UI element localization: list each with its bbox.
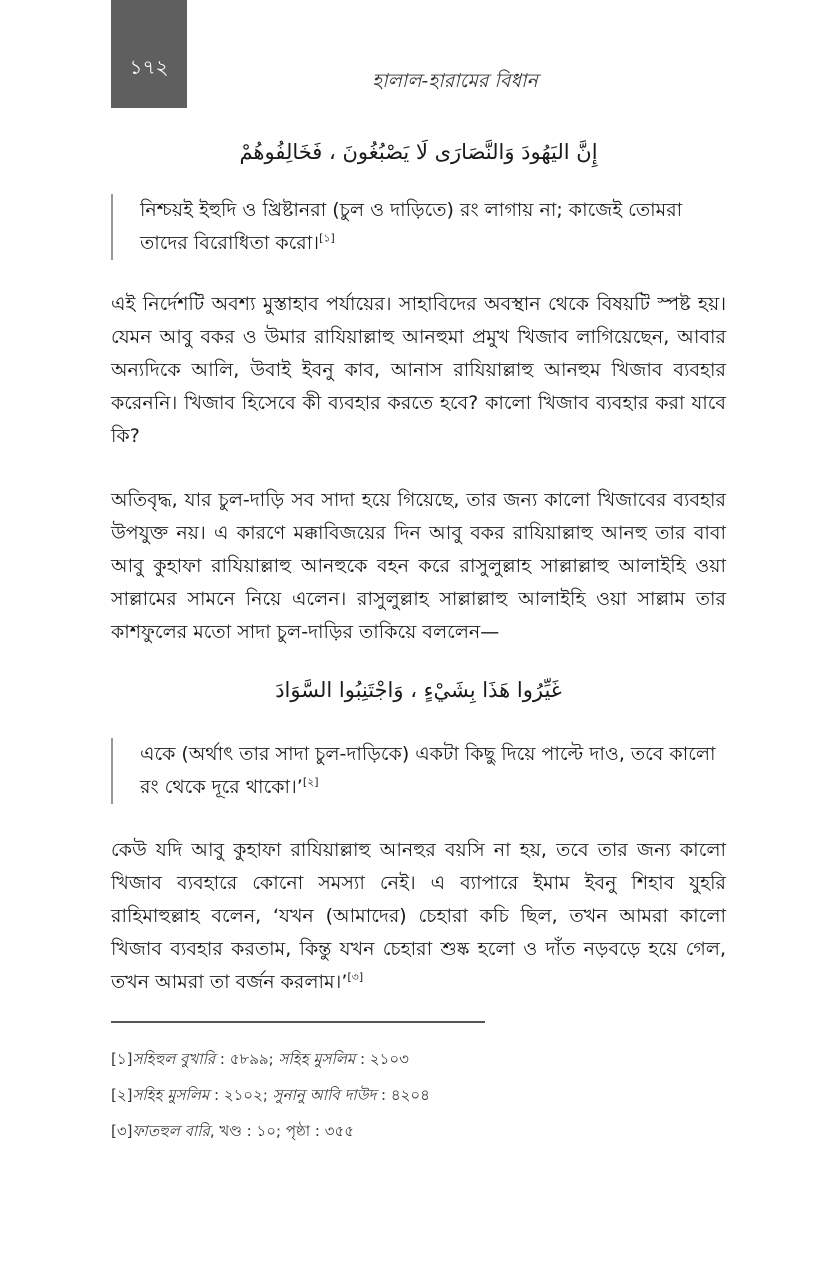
footnote-source: ফাতহুল বারি — [132, 1122, 210, 1140]
quote-text: নিশ্চয়ই ইহুদি ও খ্রিষ্টানরা (চুল ও দাড়িতে) রং লাগায় না; কাজেই তোমরা তাদের বিরোধিতা করো। — [140, 199, 683, 254]
footnote-source: সুনানু আবি দাউদ — [272, 1086, 377, 1104]
footnote-number: [২] — [111, 1086, 133, 1104]
arabic-hadith-2: غَيِّرُوا هَذَا بِشَيْءٍ ، وَاجْتَنِبُوا السَّوَادَ — [275, 678, 562, 702]
page-number: ১৭২ — [129, 55, 169, 79]
footnote-source: সহিহুল বুখারি — [132, 1050, 216, 1068]
quote-block-1 — [111, 194, 726, 260]
footnote-ref-text: , খণ্ড : ১০; পৃষ্ঠা : ৩৫৫ — [209, 1122, 354, 1140]
footnote-ref-text: : ২১০৩ — [355, 1050, 409, 1068]
footnote-divider — [111, 1021, 485, 1023]
footnote-ref-text: : ৫৮৯৯; — [215, 1050, 279, 1068]
footnote-number: [১] — [111, 1050, 133, 1068]
footnote-3 — [111, 1120, 726, 1145]
footnote-1 — [111, 1048, 726, 1073]
footnote-source: সহিহ মুসলিম — [132, 1086, 210, 1104]
footnote-2 — [111, 1084, 726, 1109]
footnote-ref: [২] — [302, 775, 319, 789]
page-number-tab — [111, 0, 187, 108]
paragraph-text: কেউ যদি আবু কুহাফা রাযিয়াল্লাহু আনহুর বয়সি না হয়, তবে তার জন্য কালো খিজাব ব্যবহারে কোনো সমস্যা নেই। এ ব্যাপারে ইমাম ইবনু শিহাব যুহরি রাহিমাহুল্লাহ বলেন, ‘যখন (আমাদের) চেহারা কচি ছিল, তখন আমরা কালো খিজাব ব্যবহার করতাম, কিন্তু যখন চেহারা শুষ্ক হলো ও দাঁত নড়বড়ে হয়ে গেল, তখন আমরা তা বর্জন করলাম।’ — [111, 839, 726, 993]
footnote-ref: [১] — [319, 231, 335, 245]
quote-block-2 — [111, 738, 726, 804]
paragraph-3 — [111, 834, 726, 999]
paragraph-2: অতিবৃদ্ধ, যার চুল-দাড়ি সব সাদা হয়ে গিয়েছে, তার জন্য কালো খিজাবের ব্যবহার উপযুক্ত নয়। এ কারণে মক্কাবিজয়ের দিন আবু বকর রাযিয়াল্লাহু আনহু তার বাবা আবু কুহাফা রাযিয়াল্লাহু আনহুকে বহন করে রাসুলুল্লাহ সাল্লাল্লাহু আলাইহি ওয়া সাল্লামের সামনে নিয়ে এলেন। রাসুলুল্লাহ সাল্লাল্লাহু আলাইহি ওয়া সাল্লাম তার কাশফুলের মতো সাদা চুল-দাড়ির তাকিয়ে বললেন— — [111, 489, 726, 643]
paragraph-1: এই নির্দেশটি অবশ্য মুস্তাহাব পর্যায়ের। সাহাবিদের অবস্থান থেকে বিষয়টি স্পষ্ট হয়। যেমন আবু বকর ও উমার রাযিয়াল্লাহু আনহুমা প্রমুখ খিজাব লাগিয়েছেন, আবার অন্যদিকে আলি, উবাই ইবনু কাব, আনাস রাযিয়াল্লাহু আনহুম খিজাব ব্যবহার করেননি। খিজাব হিসেবে কী ব্যবহার করতে হবে? কালো খিজাব ব্যবহার করা যাবে কি? — [111, 293, 726, 447]
footnote-ref: [৩] — [347, 970, 364, 984]
running-title: হালাল-হারামের বিধান — [372, 70, 538, 92]
footnote-ref-text: : ২১০২; — [209, 1086, 273, 1104]
quote-text: একে (অর্থাৎ তার সাদা চুল-দাড়িকে) একটা কিছু দিয়ে পাল্টে দাও, তবে কালো রং থেকে দূরে থাকো।’ — [140, 743, 716, 798]
footnote-source: সহিহ মুসলিম — [278, 1050, 356, 1068]
footnote-number: [৩] — [111, 1122, 133, 1140]
arabic-hadith-1: إِنَّ اليَهُودَ وَالنَّصَارَى لَا يَصْبُغُونَ ، فَخَالِفُوهُمْ — [239, 140, 598, 164]
footnote-ref-text: : ৪২০৪ — [376, 1086, 430, 1104]
